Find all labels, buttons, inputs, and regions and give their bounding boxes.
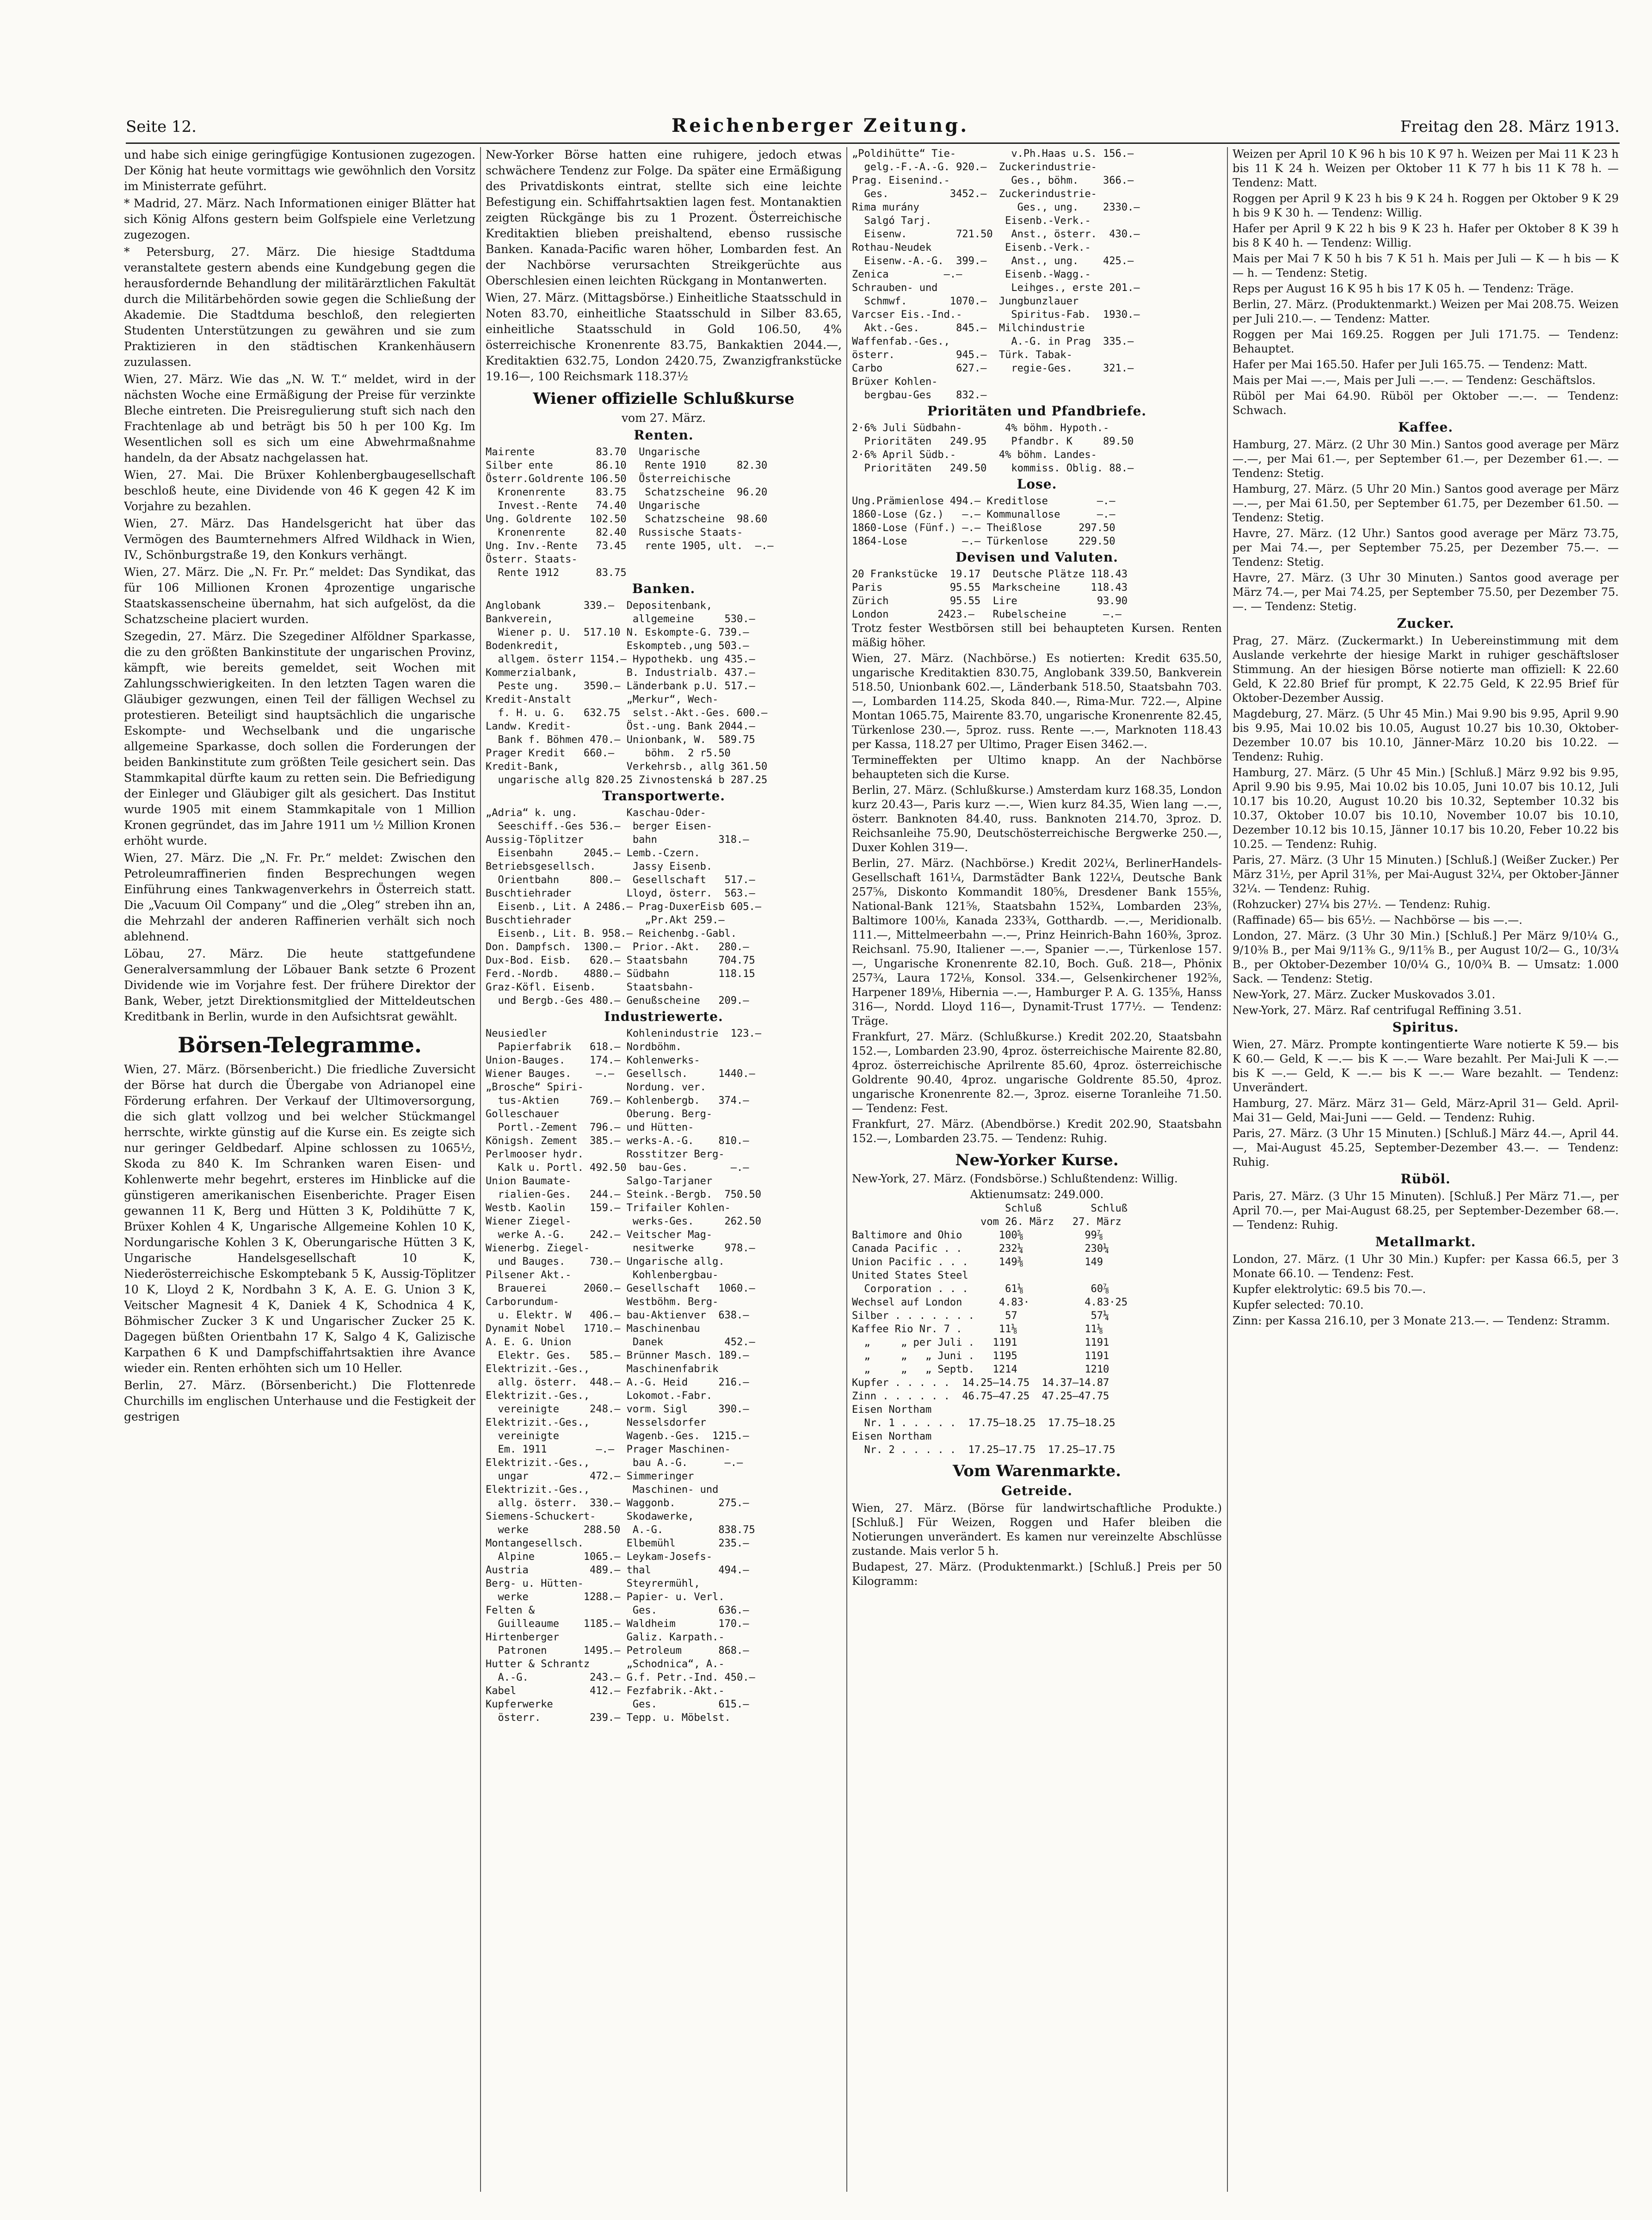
column-3 [852,147,1222,2192]
news-paragraph: Wien, 27. März. Prompte kontingentierte Ware notierte K 59.— bis K 60.— Geld, K —.— bis K —.— Ware bezahlt. Per Mai-Juli K —.— bis K —.— Geld, K —.— bis K —.— Ware bezahlt. — Tendenz: Unverändert. [1233,1038,1619,1094]
section-heading: Vom Warenmarkte. [953,1462,1121,1480]
news-paragraph: Wien, 27. März. (Börse für landwirtschaftliche Produkte.) [Schluß.] Für Weizen, Roggen und Hafer bleiben die Notierungen unverändert. Es kamen nur vereinzelte Abschlüsse zustande. Mais verlor 5 h. [852,1502,1222,1558]
news-paragraph: (Rohzucker) 27¼ bis 27½. — Tendenz: Ruhig. [1233,898,1491,911]
column-1 [124,147,475,2192]
section-heading: Börsen-Telegramme. [178,1033,422,1057]
quote-table: Anglobank 339.— Depositenbank, Bankverein, allgemeine 530.— Wiener p. U. 517.10 N. Eskompte-G. 739.— Bodenkredit, Eskompteb.,ung 503.— allgem. österr 1154.— Hypothekb. ung 435.— Kommerzialbank, B. Industrialb. 437.— Peste ung. 3590.— Länderbank p.U. 517.— Kredit-Anstalt „Merkur“, Wech- f. H. u. G. 632.75 selst.-Akt.-Ges. 600.— Landw. Kredit- Öst.-ung. Bank 2044.— Bank f. Böhmen 470.— Unionbank, W. 589.75 Prager Kredit 660.— böhm. 2 r5.50 Kredit-Bank, Verkehrsb., allg 361.50 ungarische allg 820.25 Zivnostenská b 287.25 [486,600,768,786]
table-heading: Spiritus. [1392,1020,1459,1035]
news-paragraph: Wien, 27. März. Die „N. Fr. Pr.“ meldet: Das Syndikat, das für 106 Millionen Kronen 4prozentige ungarische Staatskassenscheine übernahm, hat sich aufgelöst, da die Schatzscheine placiert wurden. [124,565,475,626]
news-paragraph: und habe sich einige geringfügige Kontusionen zugezogen. Der König hat heute vormittags wie gewöhnlich den Vorsitz im Ministerrate geführt. [124,148,475,193]
news-paragraph: Weizen per April 10 K 96 h bis 10 K 97 h. Weizen per Mai 11 K 23 h bis 11 K 24 h. Weizen per Oktober 11 K 77 h bis 11 K 78 h. — Tendenz: Matt. [1233,148,1619,189]
quote-table: Ung.Prämienlose 494.— Kreditlose —.— 1860-Lose (Gz.) —.— Kommunallose —.— 1860-Lose (Fünf.) —.— Theißlose 297.50 1864-Lose —.— Türkenlose 229.50 [852,495,1116,547]
news-paragraph: New-Yorker Börse hatten eine ruhigere, jedoch etwas schwächere Tendenz zur Folge. Da später eine Ermäßigung des Privatdiskonts eintrat, stellte sich eine leichte Befestigung ein. Schiffahrtsaktien lagen fest. Montanaktien zeigten Rückgänge bis zu 1 Prozent. Österreichische Kreditaktien blieben preishaltend, ebenso russische Banken. Kanada-Pacific waren höher, Lombarden fest. An der Nachbörse verursachten Streikgerüchte aus Oberschlesien einen leichten Rückgang in Montanwerten. [486,148,842,287]
column-divider [1227,147,1228,2192]
page-number: Seite 12. [126,117,197,136]
section-heading: New-Yorker Kurse. [955,1151,1119,1169]
column-divider [846,147,847,2192]
section-subheading: vom 27. März. [621,411,706,425]
news-paragraph: Prag, 27. März. (Zuckermarkt.) In Uebereinstimmung mit dem Auslande verkehrte der hiesige Markt in ruhiger geschäftsloser Stimmung. An der hiesigen Börse notierte man offiziell: K 22.60 Geld, K 22.80 Brief für prompt, K 22.75 Geld, K 22.95 Brief für Oktober-Dezember Aussig. [1233,634,1619,705]
table-heading: Zucker. [1397,616,1455,631]
news-paragraph: Hafer per Mai 165.50. Hafer per Juli 165.75. — Tendenz: Matt. [1233,358,1588,371]
table-heading: Banken. [632,581,696,596]
news-paragraph: Wien, 27. März. Wie das „N. W. T.“ meldet, wird in der nächsten Woche eine Ermäßigung der Preise für verzinkte Bleche eintreten. Die Preisregulierung stuft sich nach den Frachtenlage ab und beträgt bis 50 h per 100 Kg. Im Wesentlichen soll es sich um eine Abwehrmaßnahme handeln, da der Absatz nachgelassen hat. [124,372,475,464]
news-paragraph: Wien, 27. Mai. Die Brüxer Kohlenbergbaugesellschaft beschloß heute, eine Dividende von 46 K gegen 42 K im Vorjahre zu bezahlen. [124,468,475,513]
column-2 [486,147,842,2192]
news-paragraph: Roggen per Mai 169.25. Roggen per Juli 171.75. — Tendenz: Behauptet. [1233,328,1619,355]
quote-table: Schluß Schluß vom 26. März 27. März Baltimore and Ohio 100⅝ 99⅞ Canada Pacific . . 232¼ 230¼ Union Pacific . . . 149⅜ 149 United States Steel Corporation . . . 61⅛ 60⅞ Wechsel auf London 4.83· 4.83·25 Silber . . . . . . . 57 57¼ Kaffee Rio Nr. 7 . 11⅛ 11⅛ „ „ per Juli . 1191 1191 „ „ „ Juni . 1195 1191 „ „ „ Septb. 1214 1210 Kupfer . . . . . 14.25—14.75 14.37—14.87 Zinn . . . . . . 46.75—47.25 47.25—47.75 Eisen Northam Nr. 1 . . . . . 17.75—18.25 17.75—18.25 Eisen Northam Nr. 2 . . . . . 17.25—17.75 17.25—17.75 [852,1203,1128,1456]
news-paragraph: Roggen per April 9 K 23 h bis 9 K 24 h. Roggen per Oktober 9 K 29 h bis 9 K 30 h. — Tendenz: Willig. [1233,192,1619,219]
table-heading: Prioritäten und Pfandbriefe. [927,403,1147,419]
news-paragraph: * Madrid, 27. März. Nach Informationen einiger Blätter hat sich König Alfons gestern beim Golfspiele eine Verletzung zugezogen. [124,197,475,241]
news-paragraph: Magdeburg, 27. März. (5 Uhr 45 Min.) Mai 9.90 bis 9.95, April 9.90 bis 9.95, Mai 10.02 bis 10.05, August 10.27 bis 10.30, Oktober-Dezember 10.07 bis 10.10, Jänner-März 10.20 bis 10.22. — Tendenz: Ruhig. [1233,707,1619,763]
table-heading: Transportwerte. [602,788,725,804]
news-paragraph: Frankfurt, 27. März. (Abendbörse.) Kredit 202.90, Staatsbahn 152.—, Lombarden 23.75. — Tendenz: Ruhig. [852,1118,1222,1145]
news-paragraph: New-York, 27. März. (Fondsbörse.) Schlußtendenz: Willig. [852,1172,1178,1185]
news-paragraph: Hamburg, 27. März. (2 Uhr 30 Min.) Santos good average per März —.—, per Mai 61.—, per September 61.—, per Dezember 61.—. — Tendenz: Stetig. [1233,438,1619,480]
news-paragraph: Wien, 27. März. Die „N. Fr. Pr.“ meldet: Zwischen den Petroleumraffinerien finden Besprechungen wegen Einführung eines Tankwagenverkehrs in Österreich statt. Die „Vacuum Oil Company“ und die „Oleg“ streben ihn an, die Mehrzahl der anderen Raffinerien verhält sich noch ablehnend. [124,851,475,943]
news-paragraph: Havre, 27. März. (3 Uhr 30 Minuten.) Santos good average per März 74.—, per Mai 74.25, per September 75.50, per Dezember 75.—. — Tendenz: Stetig. [1233,571,1619,613]
news-paragraph: Wien, 27. März. (Börsenbericht.) Die friedliche Zuversicht der Börse hat durch die Übergabe von Adrianopel eine Förderung erfahren. Der Verkauf der Ultimoversorgung, die sich glatt vollzog und bei welcher Stückmangel herrschte, wirkte günstig auf die Kurse ein. Es zeigte sich nur geringer Geldbedarf. Alpine schlossen zu 1065½, Skoda zu 840 K. Im Schranken waren Eisen- und Kohlenwerte mehr begehrt, ersteres im Hinblicke auf die günstigeren amerikanischen Eisenberichte. Prager Eisen gewannen 11 K, Berg und Hütten 3 K, Poldihütte 7 K, Brüxer Kohlen 4 K, Ungarische Allgemeine Kohlen 10 K, Nordungarische Kohlen 3 K, Oberungarische Hütten 3 K, Ungarische Handelsgesellschaft 10 K, Niederösterreichische Eskomptebank 5 K, Aussig-Töplitzer 10 K, Lloyd 2 K, Nordbahn 3 K, A. E. G. Union 3 K, Veitscher Magnesit 4 K, Daniek 4 K, Schodnica 4 K, Böhmischer Zucker 3 K und Ungarischer Zucker 25 K. Dagegen büßten Orientbahn 17 K, Salgo 4 K, Galizische Karpathen 6 K und Dampfschiffahrtsaktien ihre Avance wieder ein. Renten erhöhten sich um 10 Heller. [124,1063,475,1375]
table-heading: Getreide. [1001,1483,1073,1498]
quote-table: 2·6% Juli Südbahn- 4% böhm. Hypoth.- Prioritäten 249.95 Pfandbr. K 89.50 2·6% April Südb.- 4% böhm. Landes- Prioritäten 249.50 kommiss. Oblig. 88.— [852,422,1134,474]
quote-table: „Adria“ k. ung. Kaschau-Oder- Seeschiff.-Ges 536.— berger Eisen- Aussig-Töplitzer bahn 318.— Eisenbahn 2045.— Lemb.-Czern. Betriebsgesellsch. Jassy Eisenb. Orientbahn 800.— Gesellschaft 517.— Buschtiehrader Lloyd, österr. 563.— Eisenb., Lit. A 2486.— Prag-DuxerEisb 605.— Buschtiehrader „Pr.Akt 259.— Eisenb., Lit. B. 958.— Reichenbg.-Gabl. Don. Dampfsch. 1300.— Prior.-Akt. 280.— Dux-Bod. Eisb. 620.— Staatsbahn 704.75 Ferd.-Nordb. 4880.— Südbahn 118.15 Graz-Köfl. Eisenb. Staatsbahn- und Bergb.-Ges 480.— Genußscheine 209.— [486,807,762,1007]
news-paragraph: London, 27. März. (3 Uhr 30 Min.) [Schluß.] Per März 9/10¼ G., 9/10⅜ B., per Mai 9/11⅜ G., 9/11⅝ B., per August 10/2— G., 10/3¼ B., per Oktober-Dezember 10/0¼ G., 10/0¾ B. — Umsatz: 1.000 Sack. — Tendenz: Stetig. [1233,929,1619,985]
news-paragraph: Budapest, 27. März. (Produktenmarkt.) [Schluß.] Preis per 50 Kilogramm: [852,1560,1222,1588]
quote-table: Neusiedler Kohlenindustrie 123.— Papierfabrik 618.— Nordböhm. Union-Bauges. 174.— Kohlenwerks- Wiener Bauges. —.— Gesellsch. 1440.— „Brosche“ Spiri- Nordung. ver. tus-Aktien 769.— Kohlenbergb. 374.— Golleschauer Oberung. Berg- Portl.-Zement 796.— und Hütten- Königsh. Zement 385.— werks-A.-G. 810.— Perlmooser hydr. Rosstitzer Berg- Kalk u. Portl. 492.50 bau-Ges. —.— Union Baumate- Salgo-Tarjaner rialien-Ges. 244.— Steink.-Bergb. 750.50 Westb. Kaolin 159.— Trifailer Kohlen- Wiener Ziegel- werks-Ges. 262.50 werke A.-G. 242.— Veitscher Mag- Wienerbg. Ziegel- nesitwerke 978.— und Bauges. 730.— Ungarische allg. Pilsener Akt.- Kohlenbergbau- Brauerei 2060.— Gesellschaft 1060.— Carborundum- Westböhm. Berg- u. Elektr. W 406.— bau-Aktienver 638.— Dynamit Nobel 1710.— Maschinenbau A. E. G. Union Danek 452.— Elektr. Ges. 585.— Brünner Masch. 189.— Elektrizit.-Ges., Maschinenfabrik allg. österr. 448.— A.-G. Heid 216.— Elektrizit.-Ges., Lokomot.-Fabr. vereinigte 248.— vorm. Sigl 390.— Elektrizit.-Ges., Nesselsdorfer vereinigte Wagenb.-Ges. 1215.— Em. 1911 —.— Prager Maschinen- Elektrizit.-Ges., bau A.-G. —.— ungar 472.— Simmeringer Elektrizit.-Ges., Maschinen- und allg. österr. 330.— Waggonb. 275.— Siemens-Schuckert- Skodawerke, werke 288.50 A.-G. 838.75 Montangesellsch. Elbemühl 235.— Alpine 1065.— Leykam-Josefs- Austria 489.— thal 494.— Berg- u. Hütten- Steyrermühl, werke 1288.— Papier- u. Verl. Felten & Ges. 636.— Guilleaume 1185.— Waldheim 170.— Hirtenberger Galiz. Karpath.- Patronen 1495.— Petroleum 868.— Hutter & Schrantz „Schodnica“, A.- A.-G. 243.— G.f. Petr.-Ind. 450.— Kabel 412.— Fezfabrik.-Akt.- Kupferwerke Ges. 615.— österr. 239.— Tepp. u. Möbelst. [486,1028,762,1724]
news-paragraph: Wien, 27. März. (Nachbörse.) Es notierten: Kredit 635.50, ungarische Kreditaktien 830.75, Anglobank 339.50, Bankverein 518.50, Unionbank 602.—, Länderbank 518.50, Staatsbahn 703.—, Lombarden 114.25, Skoda 840.—, Rima-Mur. 722.—, Alpine Montan 1065.75, Mairente 83.70, ungarische Kronenrente 82.45, Türkenlose 230.—, 5proz. russ. Rente —.—, Marknoten 118.43 per Kassa, 118.27 per Ultimo, Prager Eisen 3462.—. [852,652,1222,751]
table-heading: Rüböl. [1400,1171,1451,1187]
news-paragraph: Hamburg, 27. März. März 31— Geld, März-April 31— Geld. April-Mai 31— Geld, Mai-Juni —— Geld. — Tendenz: Ruhig. [1233,1097,1619,1124]
news-paragraph: Termineffekten per Ultimo knapp. An der Nachbörse behaupteten sich die Kurse. [852,754,1222,781]
news-paragraph: Hamburg, 27. März. (5 Uhr 20 Min.) Santos good average per März —.—, per Mai 61.50, per September 61.75, per Dezember 61.50. — Tendenz: Stetig. [1233,482,1619,524]
table-heading: Devisen und Valuten. [955,550,1118,565]
quote-table: „Poldihütte“ Tie- v.Ph.Haas u.S. 156.— gelg.-F.-A.-G. 920.— Zuckerindustrie- Prag. Eisenind.- Ges., böhm. 366.— Ges. 3452.— Zuckerindustrie- Rima murány Ges., ung. 2330.— Salgó Tarj. Eisenb.-Verk.- Eisenw. 721.50 Anst., österr. 430.— Rothau-Neudek Eisenb.-Verk.- Eisenw.-A.-G. 399.— Anst., ung. 425.— Zenica —.— Eisenb.-Wagg.- Schrauben- und Leihges., erste 201.— Schmwf. 1070.— Jungbunzlauer Varcser Eis.-Ind.- Spiritus-Fab. 1930.— Akt.-Ges. 845.— Milchindustrie Waffenfab.-Ges., A.-G. in Prag 335.— österr. 945.— Türk. Tabak- Carbo 627.— regie-Ges. 321.— Brüxer Kohlen- bergbau-Ges 832.— [852,148,1140,401]
news-paragraph: London, 27. März. (1 Uhr 30 Min.) Kupfer: per Kassa 66.5, per 3 Monate 66.10. — Tendenz: Fest. [1233,1253,1619,1280]
news-paragraph: Berlin, 27. März. (Nachbörse.) Kredit 202¼, BerlinerHandels-Gesellschaft 161¼, Darmstädter Bank 122¼, Deutsche Bank 257⅝, Diskonto Kommandit 180⅝, Dresdener Bank 155⅝, National-Bank 121⅝, Staatsbahn 152¾, Lombarden 23⅝, Baltimore 100⅛, Kanada 233¾, Gotthardb. —.—, Meridionalb. 111.—, Mittelmeerbahn —.—, Prinz Heinrich-Bahn 160⅜, 3proz. Reichsanl. 75.90, Italiener —.—, Spanier —.—, Türkenlose 157.—, Ungarische Kronenrente 82.10, Boch. Guß. 218—, Phönix 257¾, Laura 172⅛, Konsol. 334.—, Gelsenkirchener 192⅝, Harpener 189⅛, Hibernia —.—, Hamburger P. A. G. 135⅝, Hanss 316—, Nordd. Lloyd 116—, Dynamit-Trust 177½. — Tendenz: Träge. [852,857,1222,1027]
news-paragraph: * Petersburg, 27. März. Die hiesige Stadtduma veranstaltete gestern abends eine Kundgebung gegen die herausfordernde Behandlung der militärärztlichen Fakultät durch die Militärbehörden sowie gegen die Schließung der Akademie. Die Stadtduma beschloß, den relegierten Studenten Unterstützungen zu gewähren und sie zum Praktizieren in den städtischen Krankenhäusern zuzulassen. [124,245,475,369]
news-paragraph: Hamburg, 27. März. (5 Uhr 45 Min.) [Schluß.] März 9.92 bis 9.95, April 9.90 bis 9.95, Mai 10.02 bis 10.05, Juni 10.07 bis 10.12, Juli 10.17 bis 10.20, August 10.20 bis 10.32, September 10.32 bis 10.37, Oktober 10.07 bis 10.10, November 10.07 bis 10.10, Dezember 10.12 bis 10.15, Jänner 10.17 bis 10.20, Feber 10.22 bis 10.25. — Tendenz: Ruhig. [1233,766,1619,851]
news-paragraph: Mais per Mai —.—, Mais per Juli —.—. — Tendenz: Geschäftslos. [1233,374,1596,387]
news-paragraph: Reps per August 16 K 95 h bis 17 K 05 h. — Tendenz: Träge. [1233,282,1574,295]
news-paragraph: Szegedin, 27. März. Die Szegediner Alföldner Sparkasse, die zu den größten Bankinstitute der ungarischen Provinz, kämpft, wie bereits gemeldet, seit Wochen mit Zahlungsschwierigkeiten. In den letzten Tagen waren die Gläubiger gezwungen, einen Teil der fälligen Wechsel zu protestieren. Beteiligt sind hauptsächlich die ungarische Eskompte- und Wechselbank und die ungarische allgemeine Sparkasse, doch sollen die Forderungen der beiden Bankinstitute zum größten Teile gesichert sein. Das Stammkapital dürfte kaum zu retten sein. Die Befriedigung der Einleger und Gläubiger gilt als gesichert. Das Institut wurde 1905 mit einem Stammkapitale von 1 Million Kronen gegründet, das im Jahre 1911 um ½ Million Kronen erhöht wurde. [124,630,475,847]
news-paragraph: (Raffinade) 65— bis 65½. — Nachbörse — bis —.—. [1233,914,1523,927]
news-paragraph: Trotz fester Westbörsen still bei behaupteten Kursen. Renten mäßig höher. [852,622,1222,649]
section-heading: Wiener offizielle Schlußkurse [533,390,795,408]
news-paragraph: Löbau, 27. März. Die heute stattgefundene Generalversammlung der Löbauer Bank setzte 6 Prozent Dividende wie im Vorjahre fest. Der frühere Direktor der Bank, Weber, jetzt Direktionsmitglied der Mitteldeutschen Kreditbank in Berlin, wurde in den Aufsichtsrat gewählt. [124,947,475,1023]
table-heading: Industriewerte. [604,1009,723,1024]
issue-date: Freitag den 28. März 1913. [1400,117,1620,136]
masthead-rule [126,142,1620,144]
news-paragraph: Rüböl per Mai 64.90. Rüböl per Oktober —.—. — Tendenz: Schwach. [1233,390,1619,417]
news-paragraph: Kupfer elektrolytic: 69.5 bis 70.—. [1233,1283,1426,1296]
news-paragraph: Zinn: per Kassa 216.10, per 3 Monate 213.—. — Tendenz: Stramm. [1233,1314,1610,1327]
news-paragraph: Paris, 27. März. (3 Uhr 15 Minuten.) [Schluß.] März 44.—, April 44.—, Mai-August 45.25, September-Dezember 43.—. — Tendenz: Ruhig. [1233,1127,1619,1169]
news-paragraph: Frankfurt, 27. März. (Schlußkurse.) Kredit 202.20, Staatsbahn 152.—, Lombarden 23.90, 4proz. österreichische Mairente 82.80, 4proz. österreichische Aprilrente 85.60, 4proz. österreichische Goldrente 90.40, 4proz. ungarische Goldrente 85.50, 4proz. ungarische Kronenrente 82.—, 3proz. eiserne Toranleihe 71.50. — Tendenz: Fest. [852,1030,1222,1115]
news-paragraph: Berlin, 27. März. (Schlußkurse.) Amsterdam kurz 168.35, London kurz 20.43—, Paris kurz —.—, Wien kurz 84.35, Wien lang —.—, österr. Banknoten 84.40, russ. Banknoten 214.70, 3proz. D. Reichsanleihe 75.90, Deutschösterreichische Bergwerke 250.—, Duxer Kohlen 319—. [852,784,1222,854]
table-heading: Lose. [1017,476,1057,492]
quote-table: Mairente 83.70 Ungarische Silber ente 86.10 Rente 1910 82.30 Österr.Goldrente 106.50 Österreichische Kronenrente 83.75 Schatzscheine 96.20 Invest.-Rente 74.40 Ungarische Ung. Goldrente 102.50 Schatzscheine 98.60 Kronenrente 82.40 Russische Staats- Ung. Inv.-Rente 73.45 rente 1905, ult. —.— Österr. Staats- Rente 1912 83.75 [486,446,774,579]
news-paragraph: Havre, 27. März. (12 Uhr.) Santos good average per März 73.75, per Mai 74.—, per September 75.25, per Dezember 75.—. — Tendenz: Stetig. [1233,527,1619,569]
section-subheading: Aktienumsatz: 249.000. [970,1188,1104,1201]
news-paragraph: Paris, 27. März. (3 Uhr 15 Minuten.) [Schluß.] (Weißer Zucker.) Per März 31½, per April 31⅝, per Mai-August 32¼, per Oktober-Jänner 32¼. — Tendenz: Ruhig. [1233,853,1619,895]
masthead [126,115,1620,142]
news-paragraph: Wien, 27. März. Das Handelsgericht hat über das Vermögen des Baumternehmers Alfred Wildhack in Wien, IV., Schönburgstraße 19, den Konkurs verhängt. [124,517,475,562]
news-paragraph: Berlin, 27. März. (Produktenmarkt.) Weizen per Mai 208.75. Weizen per Juli 210.—. — Tendenz: Matter. [1233,298,1619,325]
news-paragraph: Mais per Mai 7 K 50 h bis 7 K 51 h. Mais per Juli — K — h bis — K — h. — Tendenz: Stetig. [1233,252,1619,279]
quote-table: 20 Frankstücke 19.17 Deutsche Plätze 118.43 Paris 95.55 Markscheine 118.43 Zürich 95.55 Lire 93.90 London 2423.— Rubelscheine —.— [852,569,1128,620]
news-paragraph: Kupfer selected: 70.10. [1233,1299,1364,1311]
table-heading: Metallmarkt. [1375,1234,1476,1249]
news-paragraph: New-York, 27. März. Raf centrifugal Reffining 3.51. [1233,1004,1522,1017]
news-paragraph: Wien, 27. März. (Mittagsbörse.) Einheitliche Staatsschuld in Noten 83.70, einheitliche Staatsschuld in Silber 83.65, einheitliche Staatsschuld in Gold 106.50, 4% österreichische Kronenrente 83.75, Bankaktien 2044.—, Kreditaktien 632.75, London 2420.75, Zwanzigfrankstücke 19.16—, 100 Reichsmark 118.37½ [486,291,842,383]
table-heading: Renten. [634,427,694,443]
news-paragraph: New-York, 27. März. Zucker Muskovados 3.01. [1233,988,1496,1001]
news-paragraph: Berlin, 27. März. (Börsenbericht.) Die Flottenrede Churchills im englischen Unterhause und die Festigkeit der gestrigen [124,1379,475,1423]
column-divider [480,147,481,2192]
newspaper-title: Reichenberger Zeitung. [672,115,969,136]
news-paragraph: Hafer per April 9 K 22 h bis 9 K 23 h. Hafer per Oktober 8 K 39 h bis 8 K 40 h. — Tendenz: Willig. [1233,222,1619,249]
column-4 [1233,147,1619,2192]
table-heading: Kaffee. [1398,420,1453,435]
news-paragraph: Paris, 27. März. (3 Uhr 15 Minuten). [Schluß.] Per März 71.—, per April 70.—, per Mai-August 68.25, per September-Dezember 68.—. — Tendenz: Ruhig. [1233,1190,1619,1231]
